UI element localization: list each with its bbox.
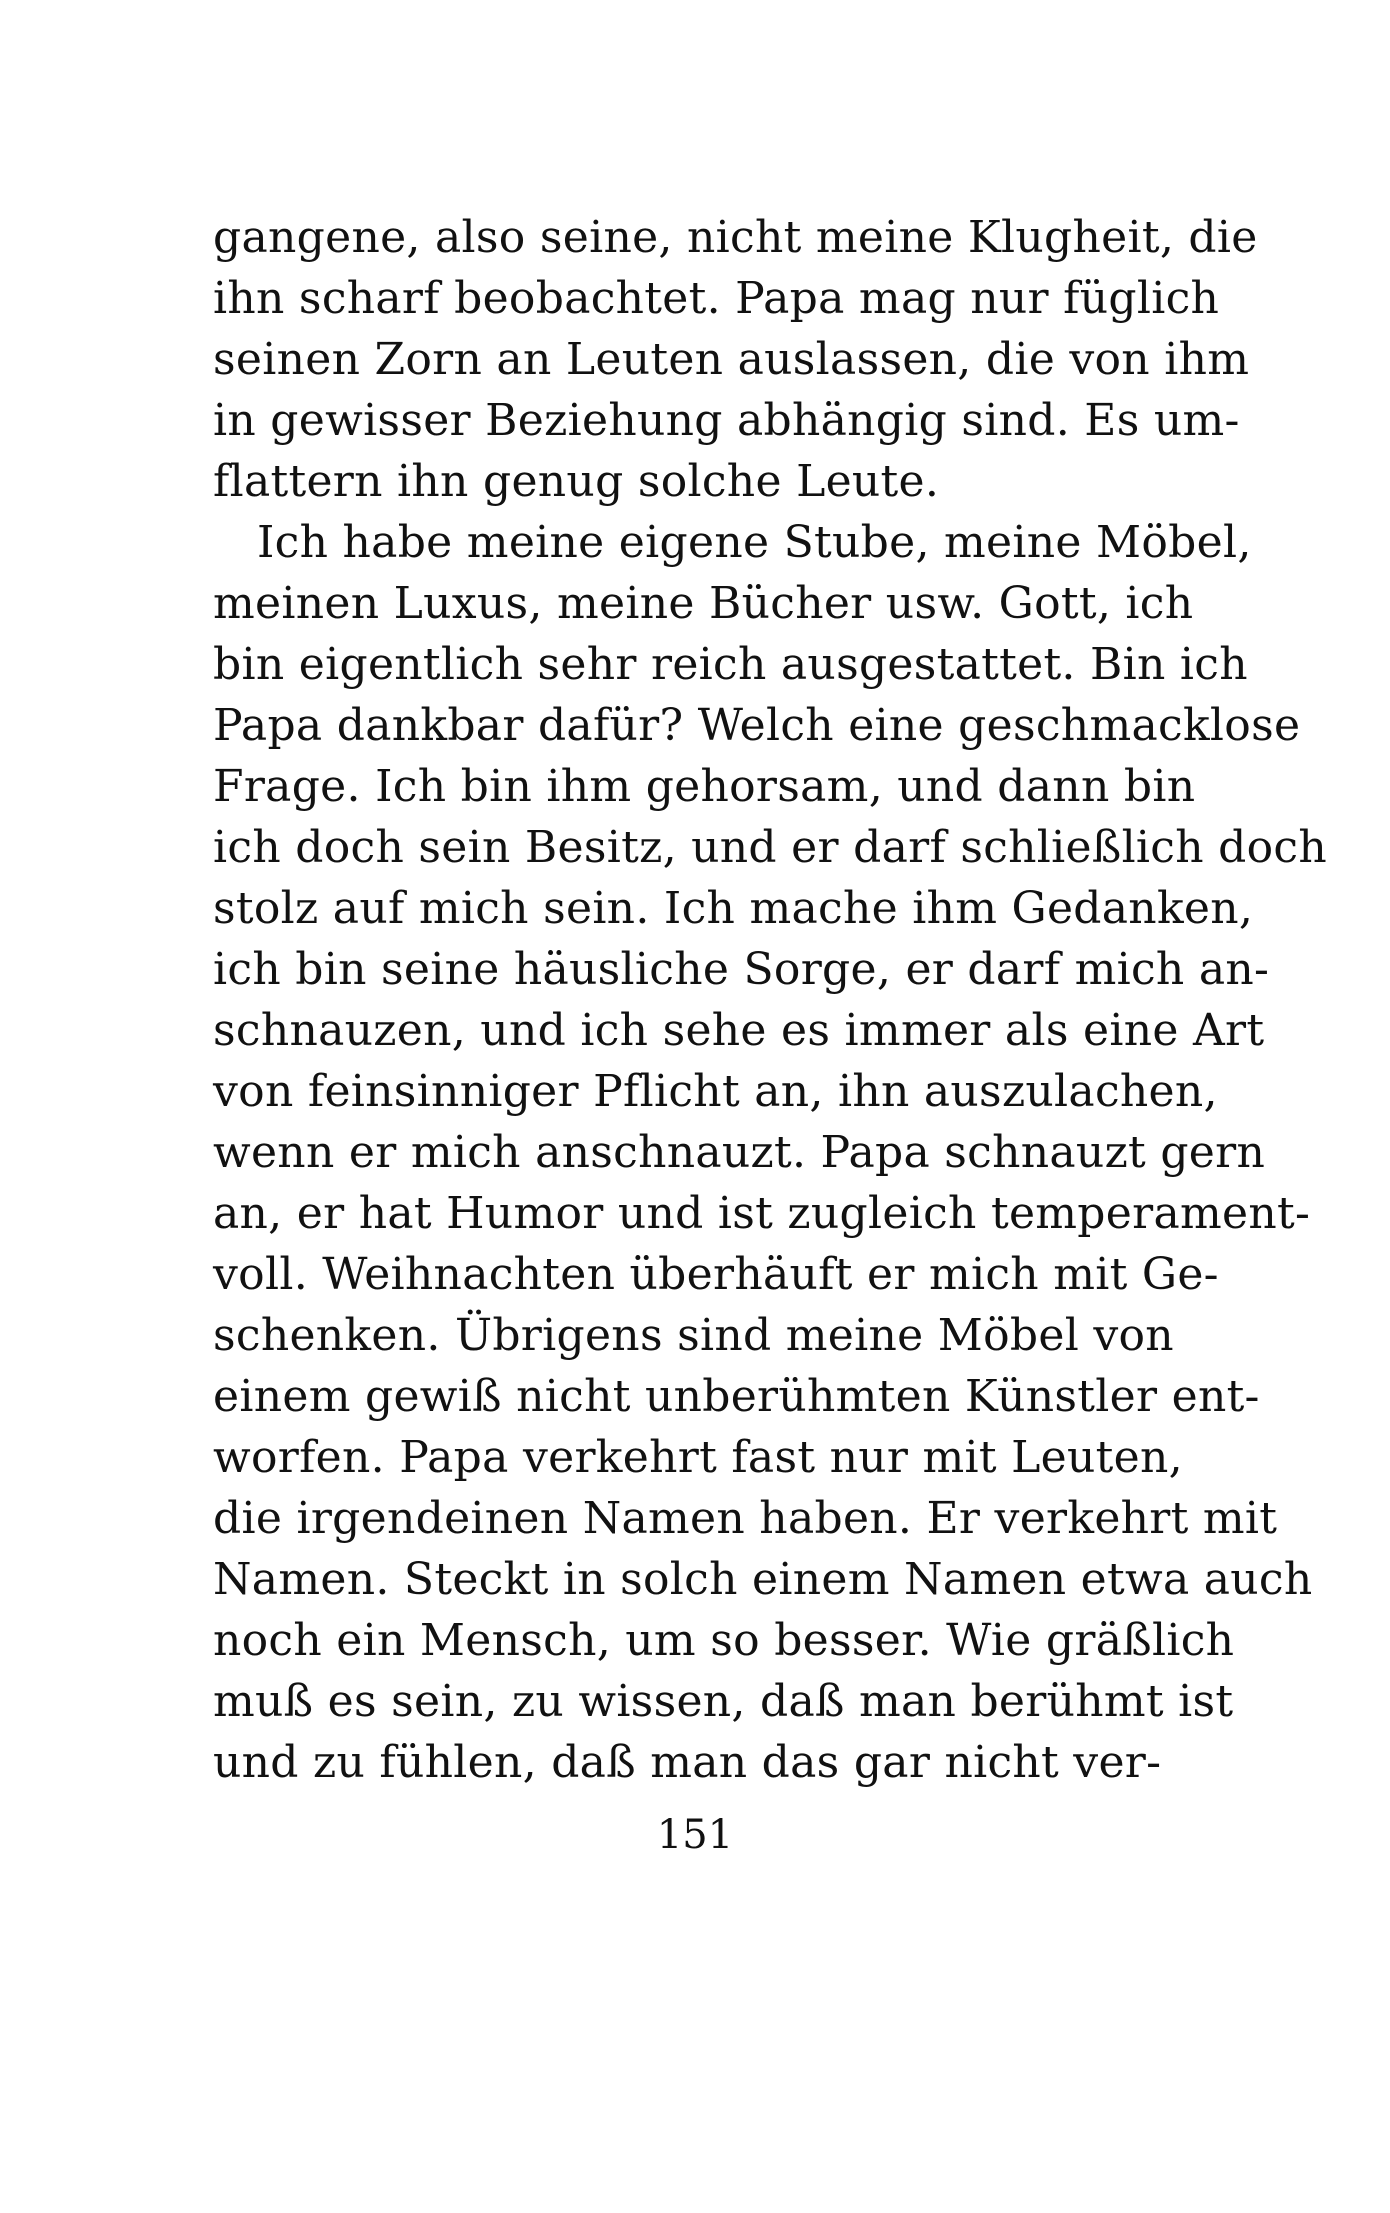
text-line: bin eigentlich sehr reich ausgestattet. Bin ich (213, 639, 1248, 690)
page-number: 151 (656, 1812, 734, 1858)
text-line: Frage. Ich bin ihm gehorsam, und dann bin (213, 761, 1196, 812)
text-line: in gewisser Beziehung abhängig sind. Es um- (213, 395, 1240, 446)
text-line: einem gewiß nicht unberühmten Künstler ent- (213, 1371, 1260, 1422)
text-line: ich doch sein Besitz, und er darf schließlich doch (213, 822, 1328, 873)
text-line: gangene, also seine, nicht meine Klugheit, die (213, 212, 1258, 263)
text-line: voll. Weihnachten überhäuft er mich mit Ge- (213, 1249, 1219, 1300)
text-line: und zu fühlen, daß man das gar nicht ver- (213, 1737, 1162, 1788)
text-line: die irgendeinen Namen haben. Er verkehrt mit (213, 1493, 1278, 1544)
text-line: flattern ihn genug solche Leute. (213, 456, 940, 507)
text-line: Ich habe meine eigene Stube, meine Möbel, (257, 517, 1252, 568)
text-line: seinen Zorn an Leuten auslassen, die von ihm (213, 334, 1250, 385)
paragraph-1 (213, 207, 1258, 512)
paragraph-2 (213, 512, 1328, 1793)
text-line: noch ein Mensch, um so besser. Wie gräßlich (213, 1615, 1235, 1666)
text-line: schnauzen, und ich sehe es immer als eine Art (213, 1005, 1265, 1056)
text-line: stolz auf mich sein. Ich mache ihm Gedanken, (213, 883, 1254, 934)
text-line: Papa dankbar dafür? Welch eine geschmacklose (213, 700, 1301, 751)
text-line: ich bin seine häusliche Sorge, er darf mich an- (213, 944, 1270, 995)
text-line: muß es sein, zu wissen, daß man berühmt ist (213, 1676, 1234, 1727)
text-line: schenken. Übrigens sind meine Möbel von (213, 1310, 1174, 1361)
text-line: an, er hat Humor und ist zugleich temperament- (213, 1188, 1311, 1239)
text-line: ihn scharf beobachtet. Papa mag nur füglich (213, 273, 1220, 324)
text-line: worfen. Papa verkehrt fast nur mit Leuten, (213, 1432, 1183, 1483)
text-line: meinen Luxus, meine Bücher usw. Gott, ich (213, 578, 1194, 629)
text-line: von feinsinniger Pflicht an, ihn auszulachen, (213, 1066, 1218, 1117)
text-line: wenn er mich anschnauzt. Papa schnauzt gern (213, 1127, 1266, 1178)
text-line: Namen. Steckt in solch einem Namen etwa auch (213, 1554, 1313, 1605)
body-text (213, 207, 1328, 1793)
